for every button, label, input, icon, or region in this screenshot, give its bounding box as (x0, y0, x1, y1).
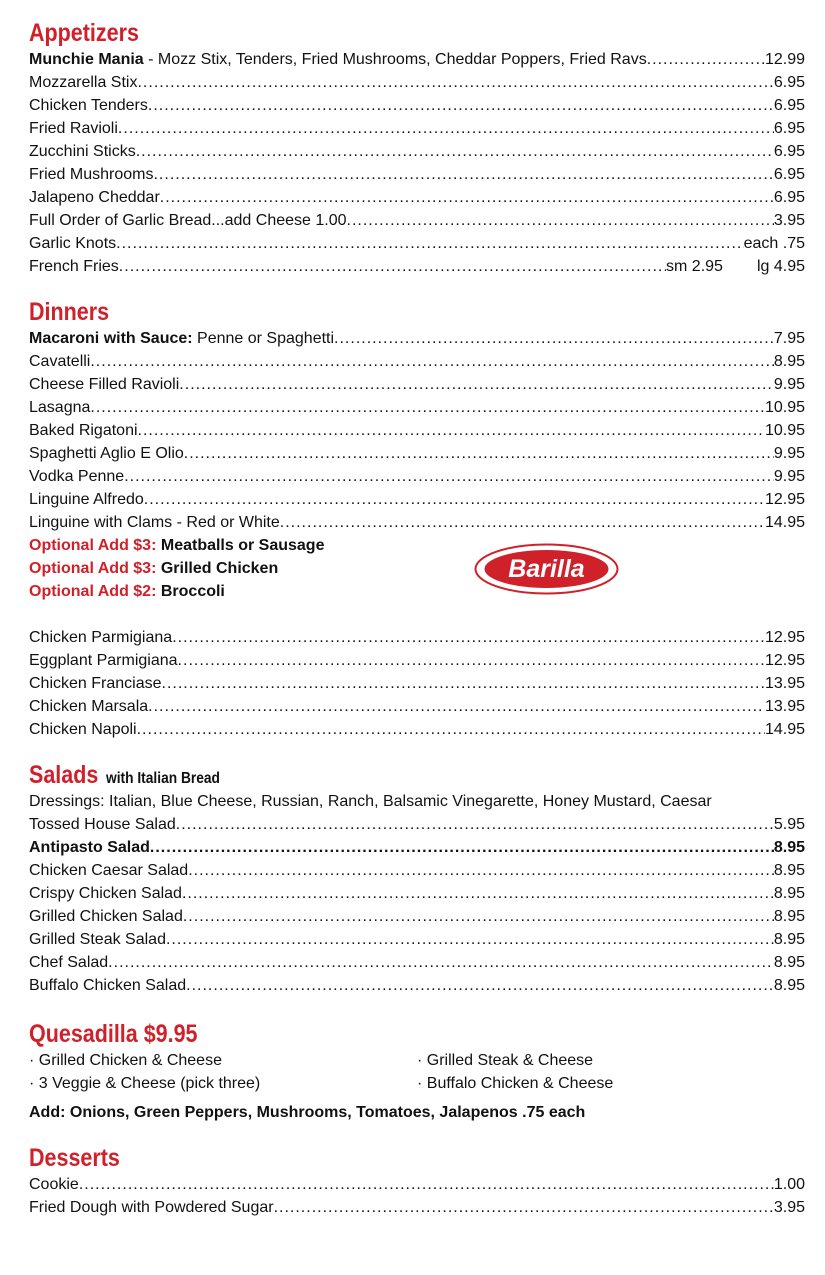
barilla-logo (474, 543, 619, 595)
item-name: Linguine with Clams - Red or White (29, 514, 280, 531)
menu-item (29, 373, 805, 396)
desserts-title: Desserts (29, 1144, 120, 1172)
item-name: Spaghetti Aglio E Olio (29, 445, 184, 462)
item-name: Chicken Franciase (29, 675, 162, 692)
item-price: each .75 (743, 235, 805, 252)
menu-item (29, 951, 805, 974)
menu-item (29, 186, 805, 209)
leader-dots (184, 442, 774, 465)
leader-dots (108, 951, 774, 974)
leader-dots (90, 396, 765, 419)
item-price-small: sm 2.95 (666, 258, 723, 275)
menu-item (29, 71, 805, 94)
item-price: 8.95 (773, 954, 805, 971)
quesadilla-col-left (29, 1049, 417, 1095)
menu-item (29, 94, 805, 117)
leader-dots (176, 813, 774, 836)
leader-dots (179, 373, 774, 396)
item-price: 12.95 (764, 629, 805, 646)
leader-dots (166, 928, 774, 951)
menu-item (29, 488, 805, 511)
leader-dots (153, 163, 773, 186)
item-desc: - Mozz Stix, Tenders, Fried Mushrooms, Cheddar Poppers, Fried Ravs (143, 51, 647, 68)
menu-page (29, 18, 805, 1219)
appetizers-title: Appetizers (29, 19, 139, 47)
item-price: 9.95 (773, 468, 805, 485)
item-name: Crispy Chicken Salad (29, 885, 182, 902)
menu-item (29, 511, 805, 534)
leader-dots (136, 140, 774, 163)
menu-item (29, 1196, 805, 1219)
leader-dots (347, 209, 774, 232)
quesadilla-option: · Grilled Chicken & Cheese (29, 1052, 222, 1069)
item-name: Macaroni with Sauce: (29, 330, 193, 347)
item-name: Zucchini Sticks (29, 143, 136, 160)
menu-item (29, 350, 805, 373)
quesadilla-option: · Grilled Steak & Cheese (417, 1052, 594, 1069)
item-price: 8.95 (773, 839, 805, 856)
menu-item (29, 859, 805, 882)
item-price: 1.00 (773, 1176, 805, 1193)
item-price: 8.95 (773, 908, 805, 925)
leader-dots (90, 350, 774, 373)
item-price: 5.95 (773, 816, 805, 833)
salads-title (29, 760, 696, 790)
dinners-section (29, 297, 805, 741)
menu-item (29, 117, 805, 140)
leader-dots (144, 488, 765, 511)
item-price: 7.95 (773, 330, 805, 347)
quesadilla-section (29, 1019, 805, 1124)
optional-add-label: Optional Add $3: (29, 537, 157, 554)
leader-dots (138, 419, 765, 442)
leader-dots (188, 859, 774, 882)
menu-item (29, 48, 805, 71)
item-price: 8.95 (773, 931, 805, 948)
item-name: Fried Mushrooms (29, 166, 154, 183)
item-name: Mozzarella Stix (29, 74, 138, 91)
optional-add (29, 534, 805, 557)
menu-item (29, 419, 805, 442)
item-price: 6.95 (773, 143, 805, 160)
item-price: 8.95 (773, 885, 805, 902)
item-name: Cavatelli (29, 353, 91, 370)
item-price: 14.95 (764, 721, 805, 738)
item-price: 10.95 (764, 399, 805, 416)
leader-dots (150, 836, 774, 859)
item-price: 12.99 (764, 51, 805, 68)
quesadilla-title: Quesadilla $9.95 (29, 1020, 198, 1048)
optional-add-value: Meatballs or Sausage (160, 537, 325, 554)
optional-add (29, 580, 805, 603)
menu-item (29, 327, 805, 350)
item-name: Grilled Chicken Salad (29, 908, 183, 925)
optional-add (29, 557, 805, 580)
leader-dots (172, 626, 765, 649)
item-name: Fried Dough with Powdered Sugar (29, 1199, 274, 1216)
menu-item (29, 672, 805, 695)
menu-item (29, 1173, 805, 1196)
optional-adds (29, 534, 805, 603)
item-name: Baked Rigatoni (29, 422, 138, 439)
leader-dots (148, 94, 774, 117)
quesadilla-option: · Buffalo Chicken & Cheese (417, 1075, 614, 1092)
item-name: Cheese Filled Ravioli (29, 376, 180, 393)
item-name: French Fries (29, 258, 119, 275)
quesadilla-options (29, 1049, 805, 1095)
quesadilla-col-right (417, 1049, 805, 1095)
leader-dots (160, 186, 774, 209)
menu-item (29, 928, 805, 951)
desserts-section (29, 1143, 805, 1219)
item-price: 6.95 (773, 120, 805, 137)
leader-dots (178, 649, 765, 672)
barilla-logo-text: Barilla (508, 555, 585, 583)
item-price: 9.95 (773, 376, 805, 393)
item-name: Chicken Tenders (29, 97, 148, 114)
item-name: Fried Ravioli (29, 120, 118, 137)
item-price: 6.95 (773, 166, 805, 183)
menu-item (29, 626, 805, 649)
leader-dots (182, 882, 774, 905)
menu-item (29, 813, 805, 836)
menu-item (29, 649, 805, 672)
item-name: Buffalo Chicken Salad (29, 977, 187, 994)
quesadilla-add-line: Add: Onions, Green Peppers, Mushrooms, Tomatoes, Jalapenos .75 each (29, 1104, 586, 1121)
item-price: 3.95 (773, 1199, 805, 1216)
menu-item (29, 836, 805, 859)
item-price: 8.95 (773, 353, 805, 370)
leader-dots (334, 327, 774, 350)
item-price: 10.95 (764, 422, 805, 439)
item-price: 12.95 (764, 491, 805, 508)
menu-item (29, 882, 805, 905)
item-name: Chicken Marsala (29, 698, 149, 715)
leader-dots (137, 718, 765, 741)
item-price: 13.95 (764, 698, 805, 715)
menu-item (29, 974, 805, 997)
item-desc: Penne or Spaghetti (192, 330, 335, 347)
leader-dots (118, 117, 774, 140)
item-price: 8.95 (773, 977, 805, 994)
item-name: Jalapeno Cheddar (29, 189, 160, 206)
leader-dots (116, 232, 743, 255)
item-name: Chicken Napoli (29, 721, 137, 738)
leader-dots (183, 905, 774, 928)
item-name: Linguine Alfredo (29, 491, 144, 508)
menu-item (29, 442, 805, 465)
optional-add-value: Grilled Chicken (160, 560, 279, 577)
item-name: Antipasto Salad (29, 839, 150, 856)
item-name: Cookie (29, 1176, 79, 1193)
item-name: Munchie Mania (29, 51, 144, 68)
item-price: 6.95 (773, 97, 805, 114)
item-price: 3.95 (773, 212, 805, 229)
dinners-title: Dinners (29, 298, 110, 326)
leader-dots (280, 511, 765, 534)
item-name: Chicken Caesar Salad (29, 862, 189, 879)
menu-item (29, 232, 805, 255)
item-name: Eggplant Parmigiana (29, 652, 178, 669)
item-name: Full Order of Garlic Bread...add Cheese 1.00 (29, 212, 347, 229)
leader-dots (647, 48, 765, 71)
menu-item (29, 718, 805, 741)
menu-item (29, 905, 805, 928)
leader-dots (124, 465, 774, 488)
item-price: 12.95 (764, 652, 805, 669)
item-price: 8.95 (773, 862, 805, 879)
leader-dots (274, 1196, 774, 1219)
item-name: Chef Salad (29, 954, 109, 971)
leader-dots (162, 672, 765, 695)
menu-item (29, 163, 805, 186)
item-price-large: lg 4.95 (756, 258, 805, 275)
item-name: Vodka Penne (29, 468, 125, 485)
menu-item (29, 209, 805, 232)
item-price: 6.95 (773, 74, 805, 91)
salads-title-text: Salads (29, 761, 99, 789)
leader-dots (137, 71, 773, 94)
quesadilla-option: · 3 Veggie & Cheese (pick three) (29, 1075, 261, 1092)
item-price: 14.95 (764, 514, 805, 531)
salads-section (29, 760, 805, 997)
menu-item (29, 140, 805, 163)
leader-dots (119, 255, 666, 278)
item-price: 9.95 (773, 445, 805, 462)
leader-dots (186, 974, 774, 997)
menu-item (29, 465, 805, 488)
item-name: Tossed House Salad (29, 816, 176, 833)
salads-subtitle: with Italian Bread (106, 770, 220, 787)
optional-add-value: Broccoli (160, 583, 225, 600)
item-name: Chicken Parmigiana (29, 629, 173, 646)
item-name: Grilled Steak Salad (29, 931, 166, 948)
leader-dots (79, 1173, 774, 1196)
optional-add-label: Optional Add $3: (29, 560, 157, 577)
dressings-line: Dressings: Italian, Blue Cheese, Russian, Ranch, Balsamic Vinegarette, Honey Mustard, Caesar (29, 793, 712, 810)
optional-add-label: Optional Add $2: (29, 583, 157, 600)
item-price: 13.95 (764, 675, 805, 692)
menu-item (29, 255, 805, 278)
appetizers-section (29, 18, 805, 278)
leader-dots (148, 695, 765, 718)
item-name: Lasagna (29, 399, 91, 416)
menu-item (29, 396, 805, 419)
menu-item (29, 695, 805, 718)
item-name: Garlic Knots (29, 235, 117, 252)
item-price: 6.95 (773, 189, 805, 206)
